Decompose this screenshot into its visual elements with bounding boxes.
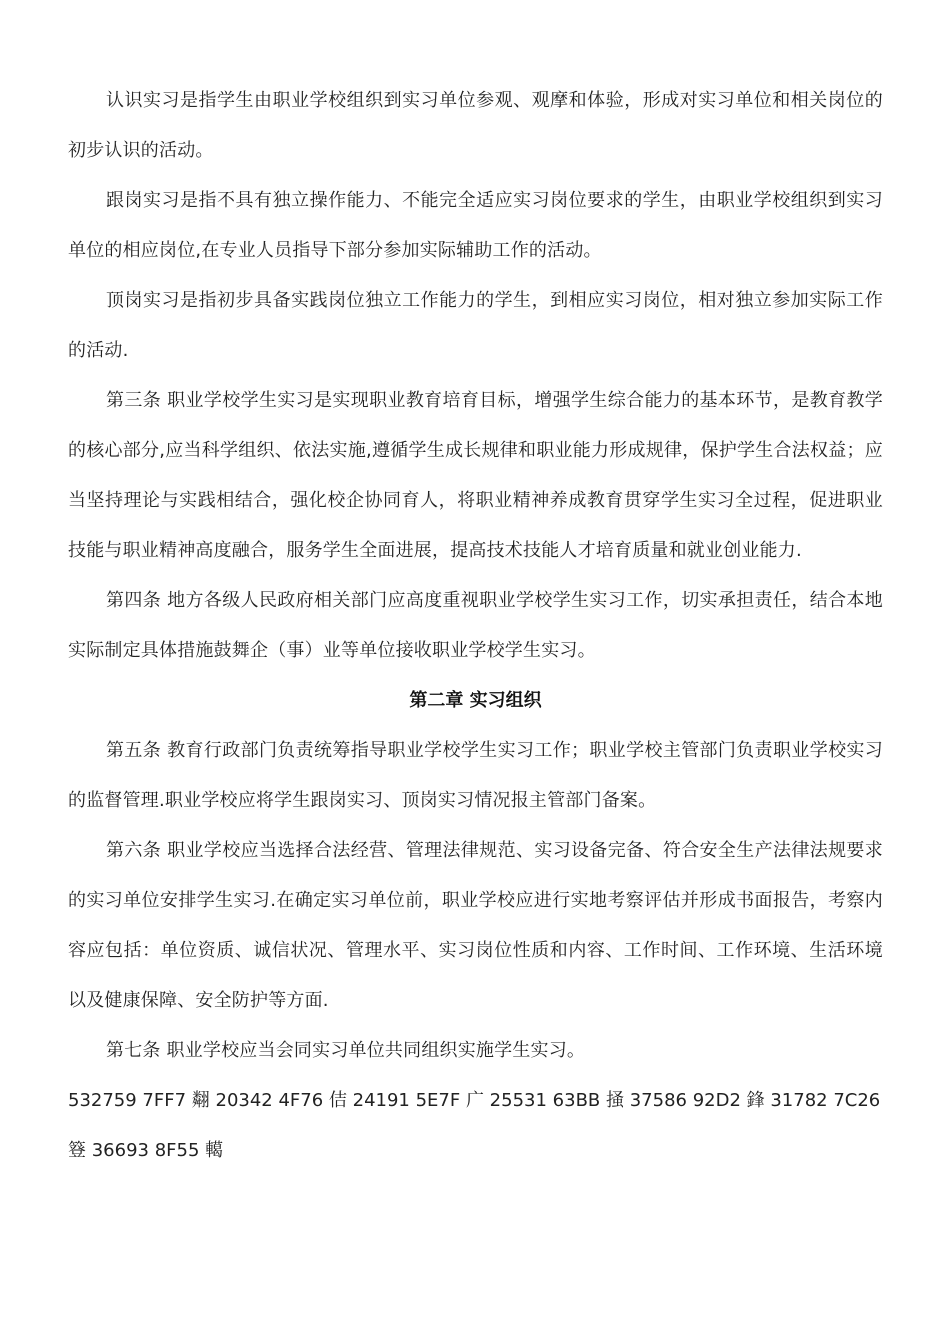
paragraph-article-7: 第七条 职业学校应当会同实习单位共同组织实施学生实习。 [106,1040,586,1061]
paragraph-article-5: 第五条 教育行政部门负责统筹指导职业学校学生实习工作；职业学校主管部门负责职业学校实习的监督管理.职业学校应将学生跟岗实习、顶岗实习情况报主管部门备案。 [68,740,883,811]
code-line: 532759 7FF7 翷 20342 4F76 佶 24191 5E7F 广 25531 63BB 掻 37586 92D2 鋒 31782 7C26 簦 36693 8F55 轕 [68,1090,881,1161]
paragraph-article-4: 第四条 地方各级人民政府相关部门应高度重视职业学校学生实习工作，切实承担责任，结合本地实际制定具体措施鼓舞企（事）业等单位接收职业学校学生实习。 [68,590,883,661]
chapter-heading: 第二章 实习组织 [409,690,542,711]
paragraph-recognition-internship: 认识实习是指学生由职业学校组织到实习单位参观、观摩和体验，形成对实习单位和相关岗位的初步认识的活动。 [68,90,883,161]
document-body [68,76,883,1176]
paragraph-shadowing-internship: 跟岗实习是指不具有独立操作能力、不能完全适应实习岗位要求的学生，由职业学校组织到实习单位的相应岗位,在专业人员指导下部分参加实际辅助工作的活动。 [68,190,883,261]
paragraph-article-3: 第三条 职业学校学生实习是实现职业教育培育目标，增强学生综合能力的基本环节，是教育教学的核心部分,应当科学组织、依法实施,遵循学生成长规律和职业能力形成规律，保护学生合法权益；应当坚持理论与实践相结合，强化校企协同育人，将职业精神养成教育贯穿学生实习全过程，促进职业技能与职业精神高度融合，服务学生全面进展，提高技术技能人才培育质量和就业创业能力. [68,390,883,561]
paragraph-article-6: 第六条 职业学校应当选择合法经营、管理法律规范、实习设备完备、符合安全生产法律法规要求的实习单位安排学生实习.在确定实习单位前，职业学校应进行实地考察评估并形成书面报告，考察内容应包括：单位资质、诚信状况、管理水平、实习岗位性质和内容、工作时间、工作环境、生活环境以及健康保障、安全防护等方面. [68,840,883,1011]
paragraph-placement-internship: 顶岗实习是指初步具备实践岗位独立工作能力的学生，到相应实习岗位，相对独立参加实际工作的活动. [68,290,883,361]
